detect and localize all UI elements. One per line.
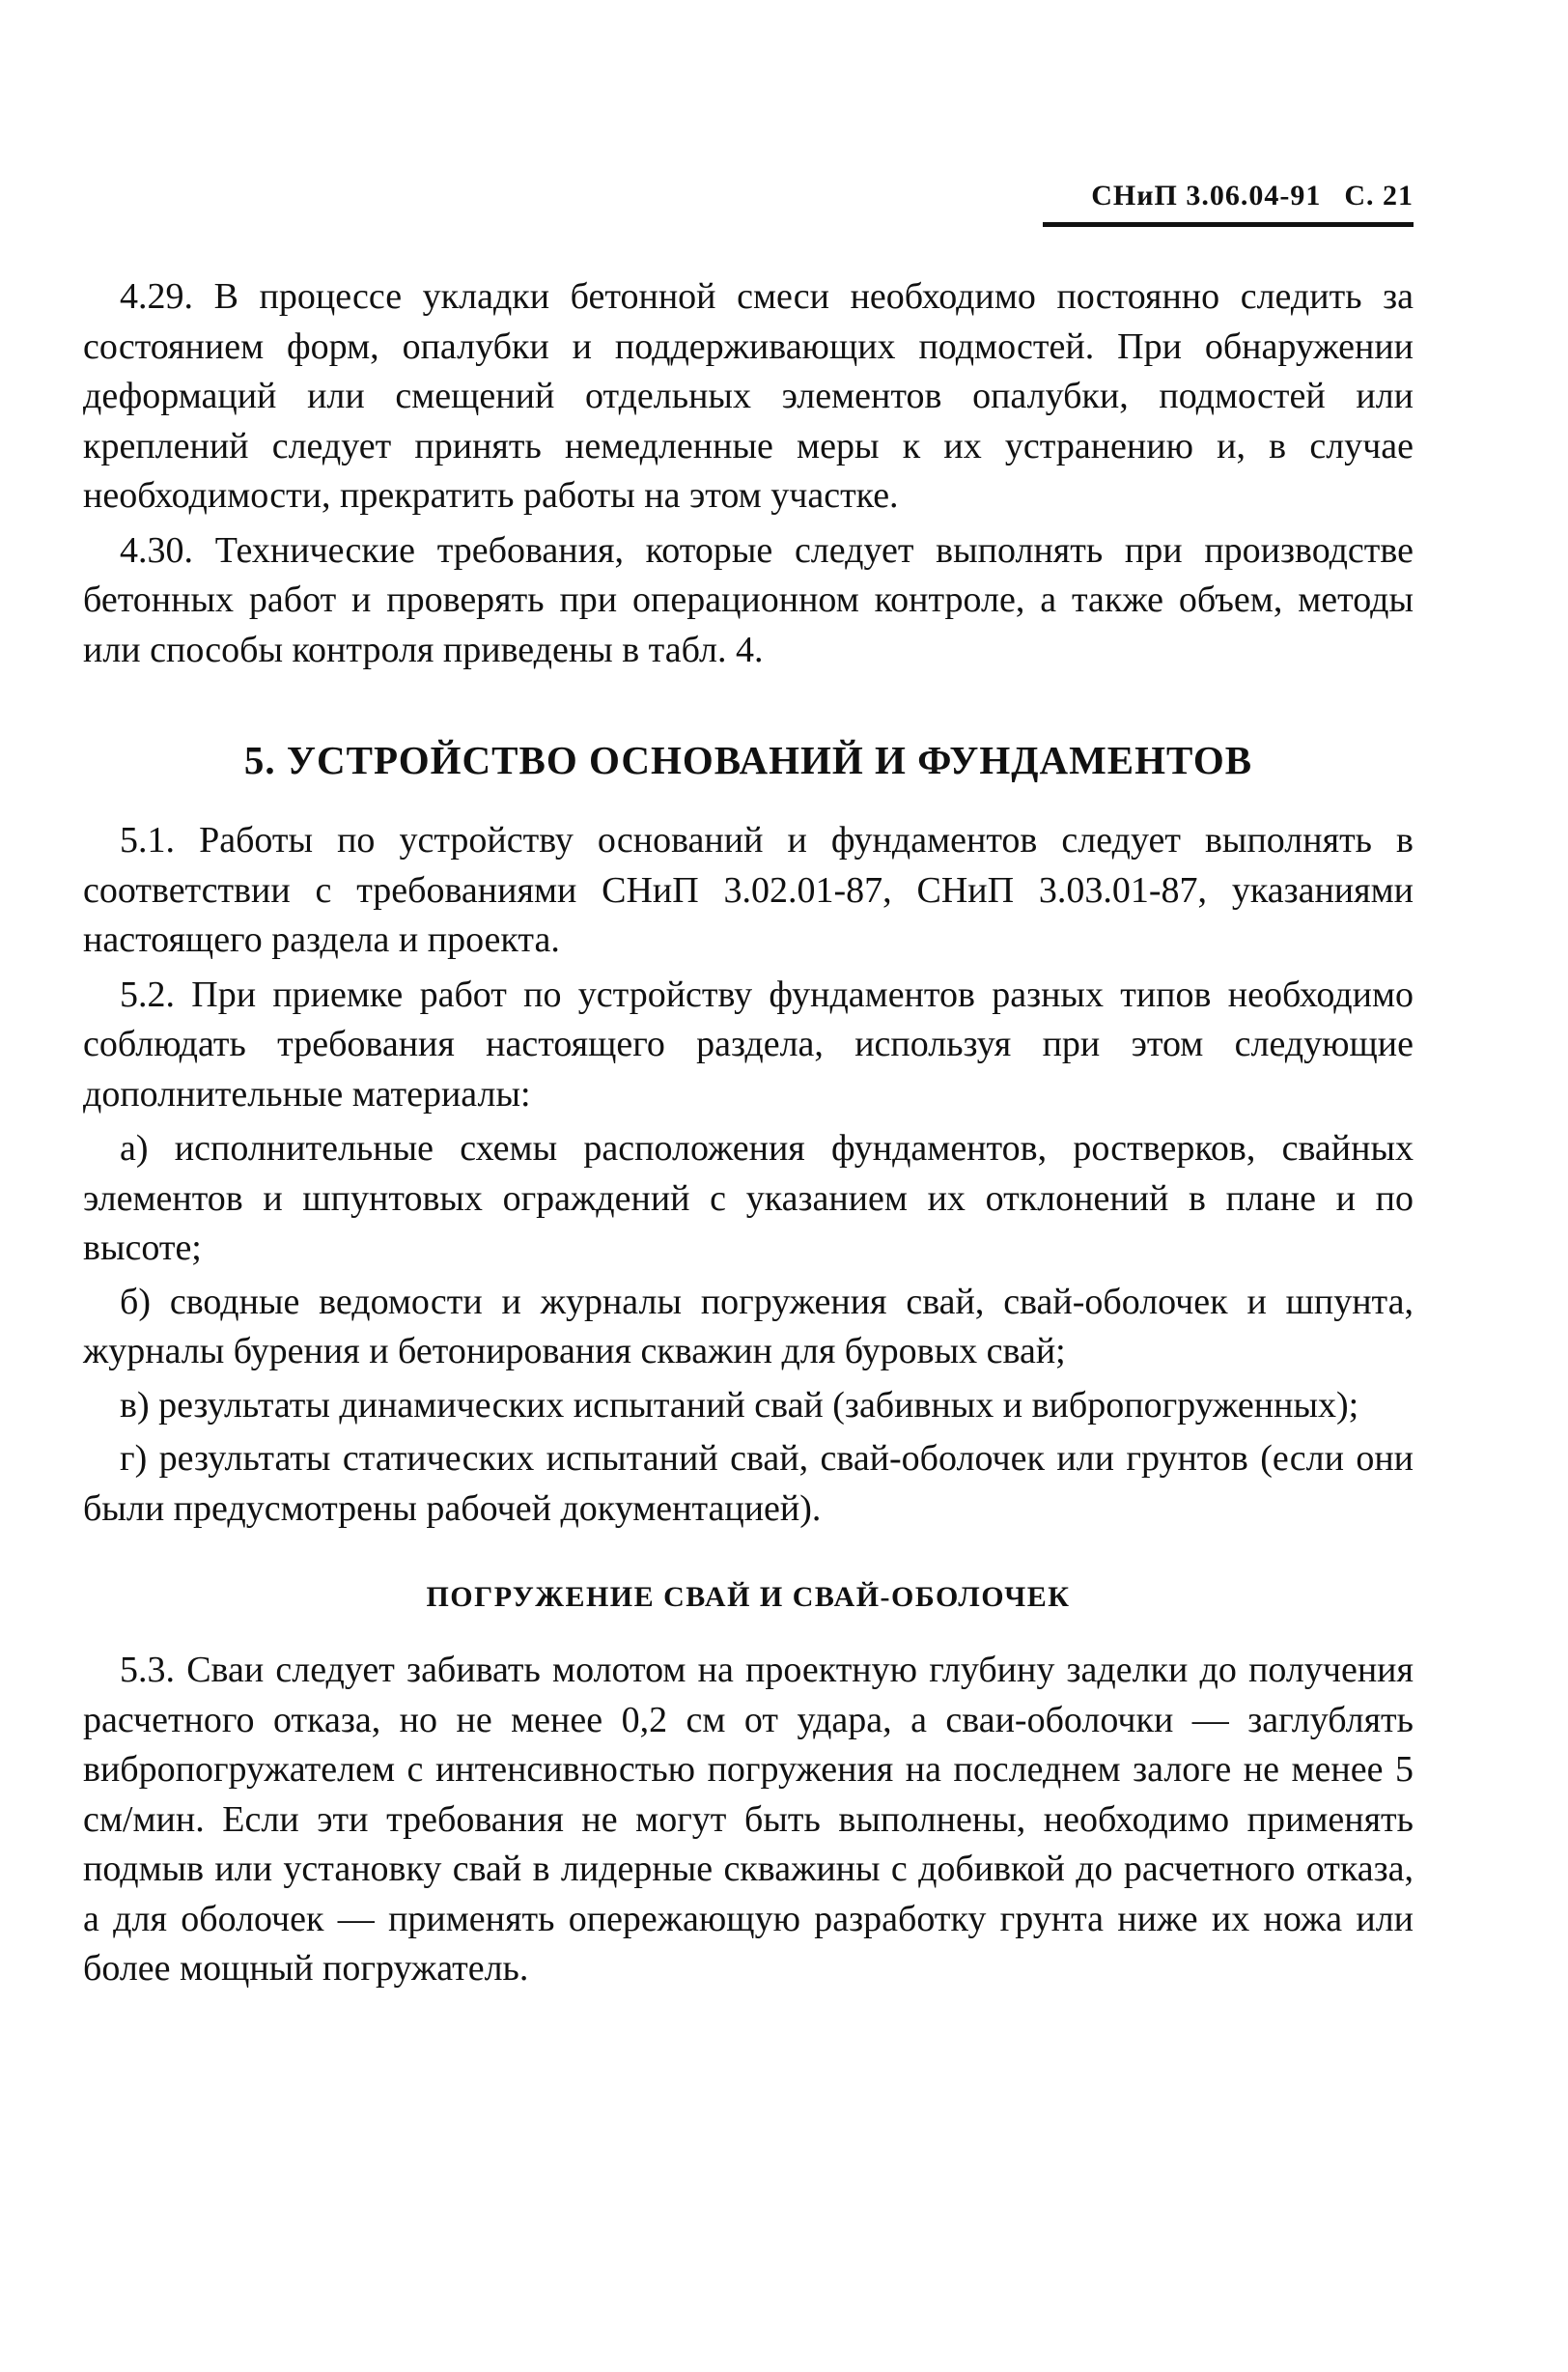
paragraph-5-2 bbox=[83, 971, 1414, 1120]
list-item-a: а) исполнительные схемы расположения фундаментов, ростверков, свайных элементов и шпунтовых ограждений с указанием их отклонений в плане и по высоте; bbox=[83, 1128, 1414, 1268]
running-header bbox=[1043, 180, 1414, 227]
paragraph-text: Работы по устройству оснований и фундаментов следует выполнять в соответствии с требованиями СНиП 3.02.01-87, СНиП 3.03.01-87, указаниями настоящего раздела и проекта. bbox=[83, 820, 1414, 960]
list-item-v: в) результаты динамических испытаний свай (забивных и вибропогруженных); bbox=[120, 1384, 1359, 1426]
paragraph-text: Сваи следует забивать молотом на проектную глубину заделки до получения расчетного отказа, но не менее 0,2 см от удара, а сваи-оболочки — заглублять вибропогружателем с интенсивностью погружения на последнем залоге не менее 5 см/мин. Если эти требования не могут быть выполнены, необходимо применять подмыв или установку свай в лидерные скважины с добивкой до расчетного отказа, а для оболочек — применять опережающую разработку грунта ниже их ножа или более мощный погружатель. bbox=[83, 1650, 1414, 1989]
paragraph-4-29 bbox=[83, 272, 1414, 522]
paragraph-5-1 bbox=[83, 816, 1414, 966]
subsection-heading: ПОГРУЖЕНИЕ СВАЙ И СВАЙ-ОБОЛОЧЕК bbox=[426, 1581, 1071, 1613]
paragraph-text: В процессе укладки бетонной смеси необходимо постоянно следить за состоянием форм, опалубки и поддерживающих подмостей. При обнаружении деформаций или смещений отдельных элементов опалубки, подмостей или креплений следует принять немедленные меры к их устранению и, в случае необходимости, прекратить работы на этом участке. bbox=[83, 276, 1414, 516]
paragraph-5-3 bbox=[83, 1646, 1414, 1994]
list-item-g: г) результаты статических испытаний свай, свай-оболочек или грунтов (если они были предусмотрены рабочей документацией). bbox=[83, 1438, 1414, 1529]
paragraph-number: 4.30. bbox=[120, 529, 193, 571]
page-body bbox=[83, 272, 1414, 1999]
paragraph-text: При приемке работ по устройству фундаментов разных типов необходимо соблюдать требования настоящего раздела, используя при этом следующие дополнительные материалы: bbox=[83, 974, 1414, 1115]
paragraph-4-30 bbox=[83, 526, 1414, 676]
document-code: СНиП 3.06.04-91 bbox=[1091, 180, 1322, 212]
list-item-b: б) сводные ведомости и журналы погружения свай, свай-оболочек и шпунта, журналы бурения и бетонирования скважин для буровых свай; bbox=[83, 1281, 1414, 1371]
paragraph-number: 4.29. bbox=[120, 276, 193, 317]
page-number: С. 21 bbox=[1344, 180, 1414, 212]
section-heading: 5. УСТРОЙСТВО ОСНОВАНИЙ И ФУНДАМЕНТОВ bbox=[243, 738, 1253, 782]
paragraph-text: Технические требования, которые следует выполнять при производстве бетонных работ и проверять при операционном контроле, а также объем, методы или способы контроля приведены в табл. 4. bbox=[83, 529, 1414, 670]
paragraph-number: 5.1. bbox=[120, 820, 175, 861]
paragraph-number: 5.2. bbox=[120, 974, 175, 1015]
paragraph-number: 5.3. bbox=[120, 1650, 175, 1690]
